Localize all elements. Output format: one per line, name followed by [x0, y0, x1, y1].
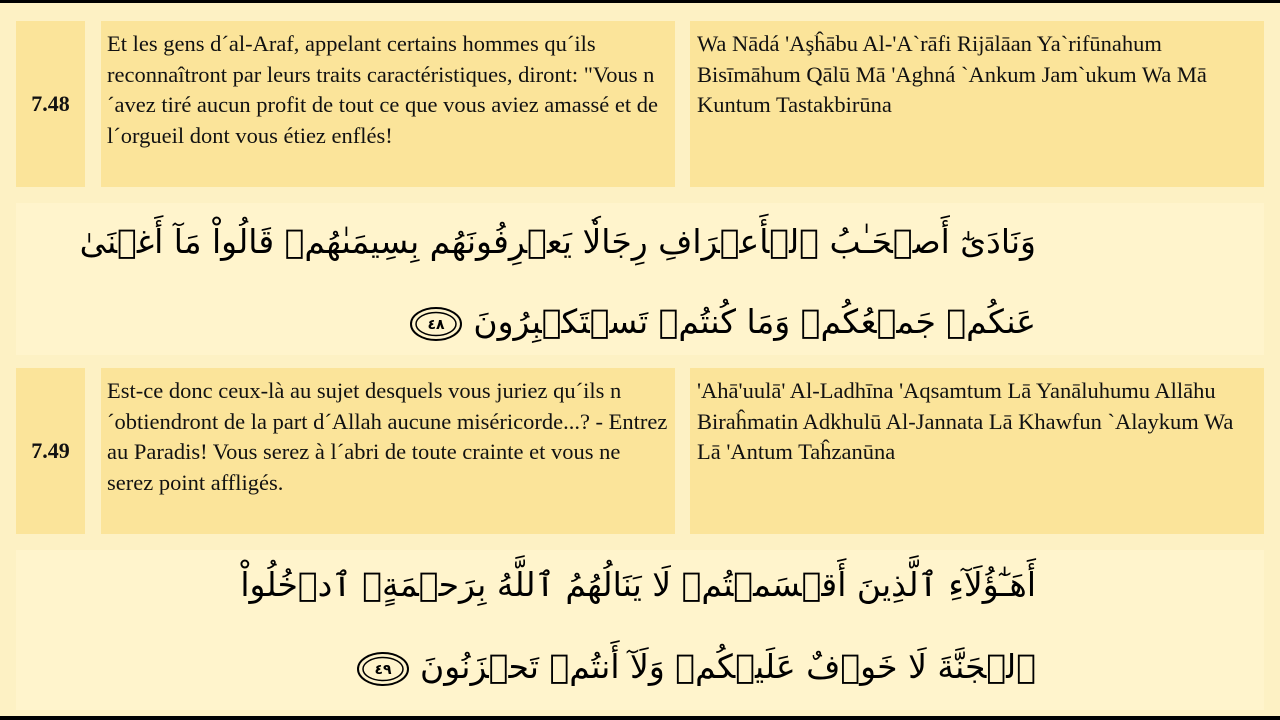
verse-number-7-49 — [16, 368, 85, 534]
arabic-line-2-text: عَنكُمۡ جَمۡعُكُمۡ وَمَا كُنتُمۡ تَسۡتَكۡبِرُونَ — [473, 302, 1036, 341]
arabic-text-7-49 — [16, 550, 1264, 710]
arabic-line-2 — [346, 644, 1037, 690]
french-translation-7-49: Est-ce donc ceux-là au sujet desquels vous juriez qu´ils n´obtiendront de la part d´Allah aucune miséricorde...? - Entrez au Paradis! Vous serez à l´abri de toute crainte et vous ne serez point affligés. — [101, 368, 675, 534]
verse-number-label: 7.49 — [31, 438, 70, 463]
ayah-end-marker-icon — [409, 306, 463, 342]
arabic-line-2-text: ٱلۡجَنَّةَ لَا خَوۡفٌ عَلَيۡكُمۡ وَلَآ أَنتُمۡ تَحۡزَنُونَ — [420, 647, 1036, 686]
arabic-line-2 — [399, 299, 1036, 345]
verse-number-7-48 — [16, 21, 85, 187]
transliteration-7-49: 'Ahā'uulā' Al-Ladhīna 'Aqsamtum Lā Yanāluhumu Allāhu Biraĥmatin Adkhulū Al-Jannata Lā Khawfun `Alaykum Wa Lā 'Antum Taĥzanūna — [690, 368, 1264, 534]
arabic-text-7-48 — [16, 203, 1264, 355]
arabic-line-1: أَهَـٰٓؤُلَآءِ ٱلَّذِينَ أَقۡسَمۡتُمۡ لَا يَنَالُهُمُ ٱللَّهُ بِرَحۡمَةٍۚ ٱدۡخُلُواْ — [240, 565, 1036, 604]
arabic-line-1: وَنَادَىٰٓ أَصۡحَـٰبُ ٱلۡأَعۡرَافِ رِجَالٗا يَعۡرِفُونَهُم بِسِيمَىٰهُمۡ قَالُواْ مَآ أَغۡنَىٰ — [79, 222, 1036, 261]
ayah-number: ٤٩ — [373, 661, 392, 678]
french-translation-7-48: Et les gens d´al-Araf, appelant certains hommes qu´ils reconnaîtront par leurs traits caractéristiques, diront: "Vous n´avez tiré aucun profit de tout ce que vous aviez amassé et de l´orgueil dont vous étiez enflés! — [101, 21, 675, 187]
transliteration-7-48: Wa Nādá 'Aşĥābu Al-'A`rāfi Rijālāan Ya`rifūnahum Bisīmāhum Qālū Mā 'Aghná `Ankum Jam`ukum Wa Mā Kuntum Tastakbirūna — [690, 21, 1264, 187]
ayah-end-marker-icon — [356, 651, 410, 687]
ayah-number: ٤٨ — [427, 316, 445, 333]
verse-number-label: 7.48 — [31, 91, 70, 116]
